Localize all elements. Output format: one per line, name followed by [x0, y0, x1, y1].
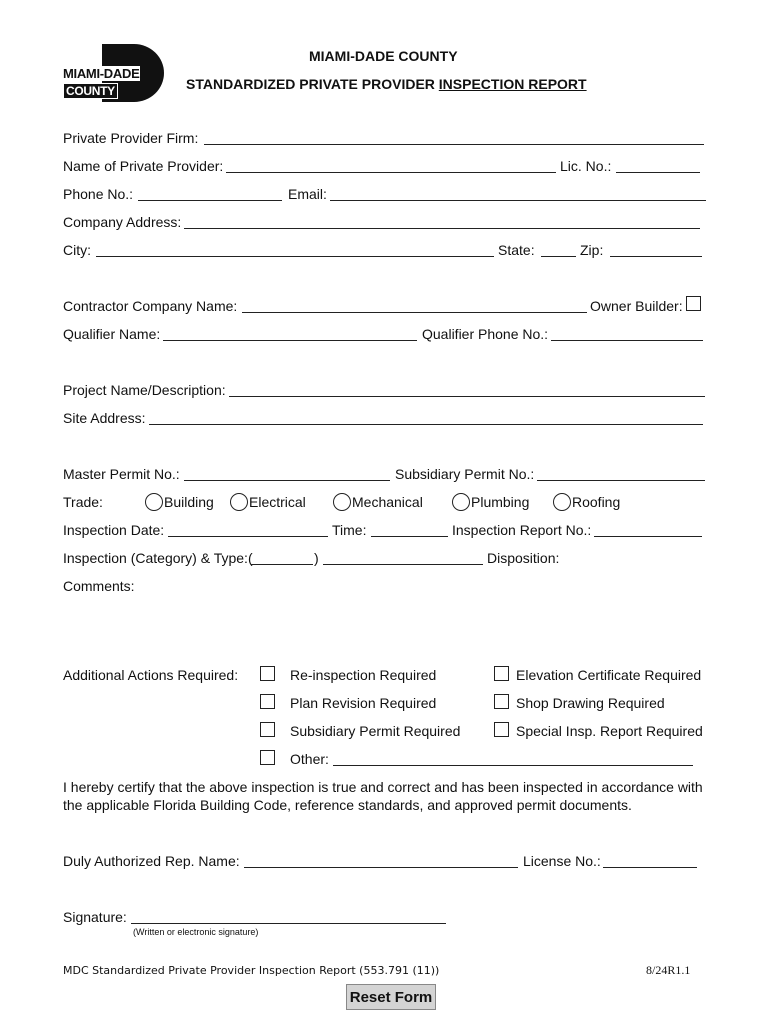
provider-firm-field[interactable] [204, 144, 704, 145]
report-title-prefix: STANDARDIZED PRIVATE PROVIDER [186, 76, 439, 92]
category-field[interactable] [251, 564, 313, 565]
comments-label: Comments: [63, 578, 135, 594]
shop-drawing-checkbox[interactable] [494, 694, 509, 709]
report-title [186, 76, 587, 92]
qualifier-phone-field[interactable] [551, 340, 703, 341]
provider-name-label: Name of Private Provider: [63, 158, 224, 174]
license-no-label: License No.: [523, 853, 601, 869]
other-label: Other: [290, 751, 329, 767]
logo-text-top: MIAMI-DADE [63, 66, 140, 81]
logo-text-bottom: COUNTY [63, 83, 118, 99]
footer-revision: 8/24R1.1 [646, 963, 691, 977]
elevation-cert-label: Elevation Certificate Required [516, 667, 702, 683]
master-permit-label: Master Permit No.: [63, 466, 180, 482]
category-label: Inspection (Category) & Type:( [63, 550, 253, 566]
other-checkbox[interactable] [260, 750, 275, 765]
contractor-company-field[interactable] [242, 312, 587, 313]
time-field[interactable] [371, 536, 448, 537]
shop-drawing-label: Shop Drawing Required [516, 695, 665, 711]
city-field[interactable] [96, 256, 494, 257]
reinspection-checkbox[interactable] [260, 666, 275, 681]
signature-field[interactable] [131, 923, 446, 924]
email-field[interactable] [330, 200, 706, 201]
other-field[interactable] [333, 765, 693, 766]
certify-line-1: I hereby certify that the above inspection is true and correct and has been inspected in accordance with [63, 779, 703, 795]
trade-electrical-radio[interactable] [230, 493, 248, 511]
site-address-label: Site Address: [63, 410, 146, 426]
lic-no-field[interactable] [616, 172, 700, 173]
signature-label: Signature: [63, 909, 127, 925]
special-insp-label: Special Insp. Report Required [516, 723, 703, 739]
trade-building-radio[interactable] [145, 493, 163, 511]
project-name-field[interactable] [229, 396, 705, 397]
inspection-date-label: Inspection Date: [63, 522, 165, 538]
county-logo [62, 44, 164, 102]
trade-mechanical-label: Mechanical [352, 494, 423, 510]
trade-label: Trade: [63, 494, 103, 510]
signature-note: (Written or electronic signature) [133, 927, 259, 937]
elevation-cert-checkbox[interactable] [494, 666, 509, 681]
company-address-field[interactable] [184, 228, 700, 229]
zip-field[interactable] [610, 256, 702, 257]
category-close: ) [314, 550, 319, 566]
report-title-underlined: INSPECTION REPORT [438, 76, 587, 92]
plan-revision-checkbox[interactable] [260, 694, 275, 709]
zip-label: Zip: [580, 242, 604, 258]
subsidiary-permit-label: Subsidiary Permit No.: [395, 466, 535, 482]
type-field[interactable] [323, 564, 483, 565]
master-permit-field[interactable] [184, 480, 390, 481]
phone-field[interactable] [138, 200, 282, 201]
qualifier-name-label: Qualifier Name: [63, 326, 161, 342]
certify-line-2: the applicable Florida Building Code, reference standards, and approved permit documents. [63, 797, 632, 813]
company-address-label: Company Address: [63, 214, 182, 230]
subsidiary-permit-req-label: Subsidiary Permit Required [290, 723, 461, 739]
subsidiary-permit-checkbox[interactable] [260, 722, 275, 737]
plan-revision-label: Plan Revision Required [290, 695, 437, 711]
subsidiary-permit-field[interactable] [537, 480, 705, 481]
qualifier-phone-label: Qualifier Phone No.: [422, 326, 549, 342]
reset-form-button[interactable]: Reset Form [346, 984, 436, 1010]
provider-name-field[interactable] [226, 172, 556, 173]
trade-plumbing-label: Plumbing [471, 494, 530, 510]
time-label: Time: [332, 522, 367, 538]
license-no-field[interactable] [603, 867, 697, 868]
inspection-date-field[interactable] [168, 536, 328, 537]
reinspection-label: Re-inspection Required [290, 667, 437, 683]
trade-roofing-label: Roofing [572, 494, 621, 510]
state-field[interactable] [541, 256, 576, 257]
qualifier-name-field[interactable] [163, 340, 417, 341]
owner-builder-label: Owner Builder: [590, 298, 683, 314]
trade-electrical-label: Electrical [249, 494, 306, 510]
trade-plumbing-radio[interactable] [452, 493, 470, 511]
trade-building-label: Building [164, 494, 214, 510]
trade-mechanical-radio[interactable] [333, 493, 351, 511]
phone-label: Phone No.: [63, 186, 134, 202]
special-insp-checkbox[interactable] [494, 722, 509, 737]
report-no-label: Inspection Report No.: [452, 522, 592, 538]
report-no-field[interactable] [594, 536, 702, 537]
rep-name-field[interactable] [244, 867, 518, 868]
owner-builder-checkbox[interactable] [686, 296, 701, 311]
email-label: Email: [288, 186, 327, 202]
trade-roofing-radio[interactable] [553, 493, 571, 511]
project-name-label: Project Name/Description: [63, 382, 226, 398]
county-heading: MIAMI-DADE COUNTY [309, 48, 458, 64]
additional-actions-label: Additional Actions Required: [63, 667, 239, 683]
state-label: State: [498, 242, 535, 258]
footer-form-id: MDC Standardized Private Provider Inspection Report (553.791 (11)) [63, 964, 440, 977]
provider-firm-label: Private Provider Firm: [63, 130, 199, 146]
lic-no-label: Lic. No.: [560, 158, 612, 174]
city-label: City: [63, 242, 91, 258]
site-address-field[interactable] [149, 424, 703, 425]
rep-name-label: Duly Authorized Rep. Name: [63, 853, 240, 869]
disposition-label: Disposition: [487, 550, 560, 566]
contractor-company-label: Contractor Company Name: [63, 298, 238, 314]
